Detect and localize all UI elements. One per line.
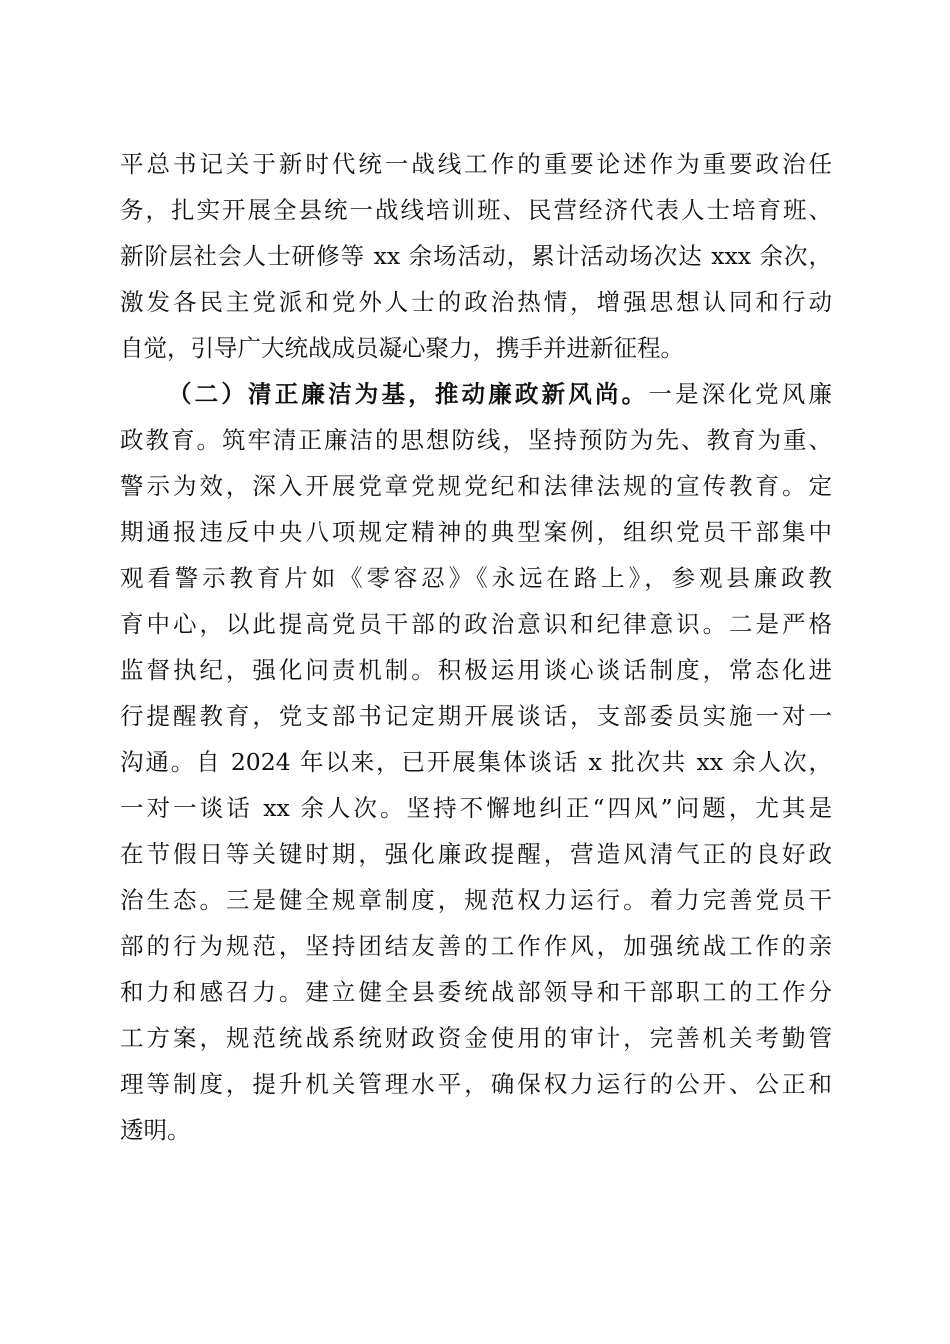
- section-heading: （二）清正廉洁为基，推动廉政新风尚。: [168, 380, 649, 408]
- paragraph-1-line-3: 新阶层社会人士研修等 xx 余场活动，累计活动场次达 xxx 余次，: [120, 242, 832, 270]
- paragraph-1-line-1: 平总书记关于新时代统一战线工作的重要论述作为重要政治任: [120, 150, 832, 178]
- paragraph-2-line-14: 和力和感召力。建立健全县委统战部领导和干部职工的工作分: [120, 978, 832, 1006]
- paragraph-2-line-16: 理等制度，提升机关管理水平，确保权力运行的公开、公正和: [120, 1070, 832, 1098]
- paragraph-2-line-4: 期通报违反中央八项规定精神的典型案例，组织党员干部集中: [120, 518, 832, 546]
- paragraph-1-line-4: 激发各民主党派和党外人士的政治热情，增强思想认同和行动: [120, 288, 832, 316]
- paragraph-2-line-7: 监督执纪，强化问责机制。积极运用谈心谈话制度，常态化进: [120, 656, 832, 684]
- paragraph-2-line-11: 在节假日等关键时期，强化廉政提醒，营造风清气正的良好政: [120, 840, 832, 868]
- paragraph-2-line-15: 工方案，规范统战系统财政资金使用的审计，完善机关考勤管: [120, 1024, 832, 1052]
- paragraph-2-line-3: 警示为效，深入开展党章党规党纪和法律法规的宣传教育。定: [120, 472, 832, 500]
- paragraph-2-line-8: 行提醒教育，党支部书记定期开展谈话，支部委员实施一对一: [120, 702, 832, 730]
- paragraph-2-line-13: 部的行为规范，坚持团结友善的工作作风，加强统战工作的亲: [120, 932, 832, 960]
- paragraph-2-line-2: 政教育。筑牢清正廉洁的思想防线，坚持预防为先、教育为重、: [120, 426, 832, 454]
- paragraph-2-line-17: 透明。: [120, 1116, 191, 1144]
- paragraph-2-line-6: 育中心，以此提高党员干部的政治意识和纪律意识。二是严格: [120, 610, 832, 638]
- paragraph-2-line-5: 观看警示教育片如《零容忍》《永远在路上》，参观县廉政教: [120, 564, 832, 592]
- paragraph-1-line-5: 自觉，引导广大统战成员凝心聚力，携手并进新征程。: [120, 334, 684, 362]
- paragraph-2-line-12: 治生态。三是健全规章制度，规范权力运行。着力完善党员干: [120, 886, 832, 914]
- paragraph-2-line-10: 一对一谈话 xx 余人次。坚持不懈地纠正“四风”问题，尤其是: [120, 794, 832, 822]
- paragraph-1-line-2: 务，扎实开展全县统一战线培训班、民营经济代表人士培育班、: [120, 196, 832, 224]
- section-heading-continuation: 一是深化党风廉: [648, 380, 832, 408]
- paragraph-2-line-1: [168, 374, 832, 414]
- paragraph-2-line-9: 沟通。自 2024 年以来，已开展集体谈话 x 批次共 xx 余人次，: [120, 748, 832, 776]
